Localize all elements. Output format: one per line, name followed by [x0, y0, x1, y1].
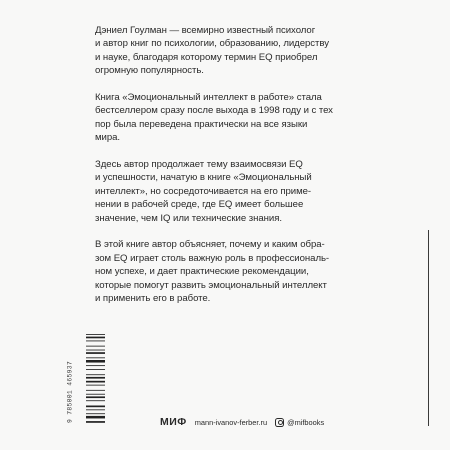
publisher-website[interactable]: mann-ivanov-ferber.ru [194, 417, 268, 427]
barcode-bar [86, 341, 105, 342]
barcode-bar [86, 385, 105, 386]
social-handle: @mifbooks [287, 417, 325, 427]
text-line: которые помогут развить эмоциональный интеллект [95, 279, 327, 291]
text-line: мира. [95, 132, 121, 144]
margin-rule [428, 230, 429, 426]
barcode-bar [86, 352, 105, 354]
barcode [86, 334, 105, 450]
text-line: и применить его в работе. [95, 293, 211, 305]
text-line: ном успехе, и дает практические рекомендации, [95, 266, 309, 278]
paragraph-3 [95, 158, 377, 225]
barcode-bar [86, 421, 105, 423]
barcode-bar [86, 374, 105, 375]
barcode-bar [86, 394, 105, 395]
text-line: бестселлером сразу после выхода в 1998 году и с тех [95, 105, 333, 117]
text-line: нении в рабочей среде, где EQ имеет большее [95, 199, 304, 211]
barcode-bar [86, 360, 105, 363]
text-line: зом EQ играет столь важную роль в профессиональ- [95, 252, 330, 264]
text-line: и автор книг по психологии, образованию, лидерству [95, 38, 329, 50]
paragraph-4 [95, 238, 377, 305]
barcode-bar [86, 416, 105, 419]
social-link[interactable] [275, 418, 324, 427]
barcode-bar [86, 400, 105, 401]
barcode-bar [86, 377, 105, 379]
back-cover-text [95, 24, 377, 319]
text-line: Книга «Эмоциональный интеллект в работе» стала [95, 92, 322, 104]
text-line: значение, чем IQ или технические знания. [95, 212, 282, 224]
barcode-bar [86, 396, 105, 398]
barcode-bar [86, 381, 105, 383]
text-line: Дэниел Гоулман — всемирно известный психолог [95, 25, 316, 36]
text-line: интеллект», но сосредоточивается на его приме- [95, 185, 312, 197]
barcode-bar [86, 390, 105, 391]
barcode-bar [86, 406, 105, 408]
text-line: и успешности, начатую в книге «Эмоциональный [95, 172, 312, 184]
barcode-bar [86, 350, 105, 351]
instagram-icon [275, 418, 284, 427]
text-line: пор была переведена практически на все языки [95, 118, 308, 130]
isbn-digits: 9 785001 465937 [66, 360, 74, 424]
text-line: огромную популярность. [95, 65, 204, 77]
paragraph-2 [95, 91, 377, 145]
barcode-bar [86, 334, 105, 335]
paragraph-1 [95, 24, 377, 78]
text-line: и науке, благодаря которому термин EQ приобрел [95, 51, 318, 63]
publisher-logo: МИФ [160, 416, 187, 428]
barcode-bar [86, 365, 105, 366]
text-line: Здесь автор продолжает тему взаимосвязи EQ [95, 159, 303, 171]
barcode-bar [86, 409, 105, 410]
barcode-bar [86, 357, 105, 358]
barcode-bar [86, 369, 105, 370]
text-line: В этой книге автор объясняет, почему и каким обра- [95, 239, 325, 251]
footer [160, 416, 324, 428]
barcode-bar [86, 337, 105, 339]
barcode-bar [86, 346, 105, 347]
barcode-bar [86, 413, 105, 414]
